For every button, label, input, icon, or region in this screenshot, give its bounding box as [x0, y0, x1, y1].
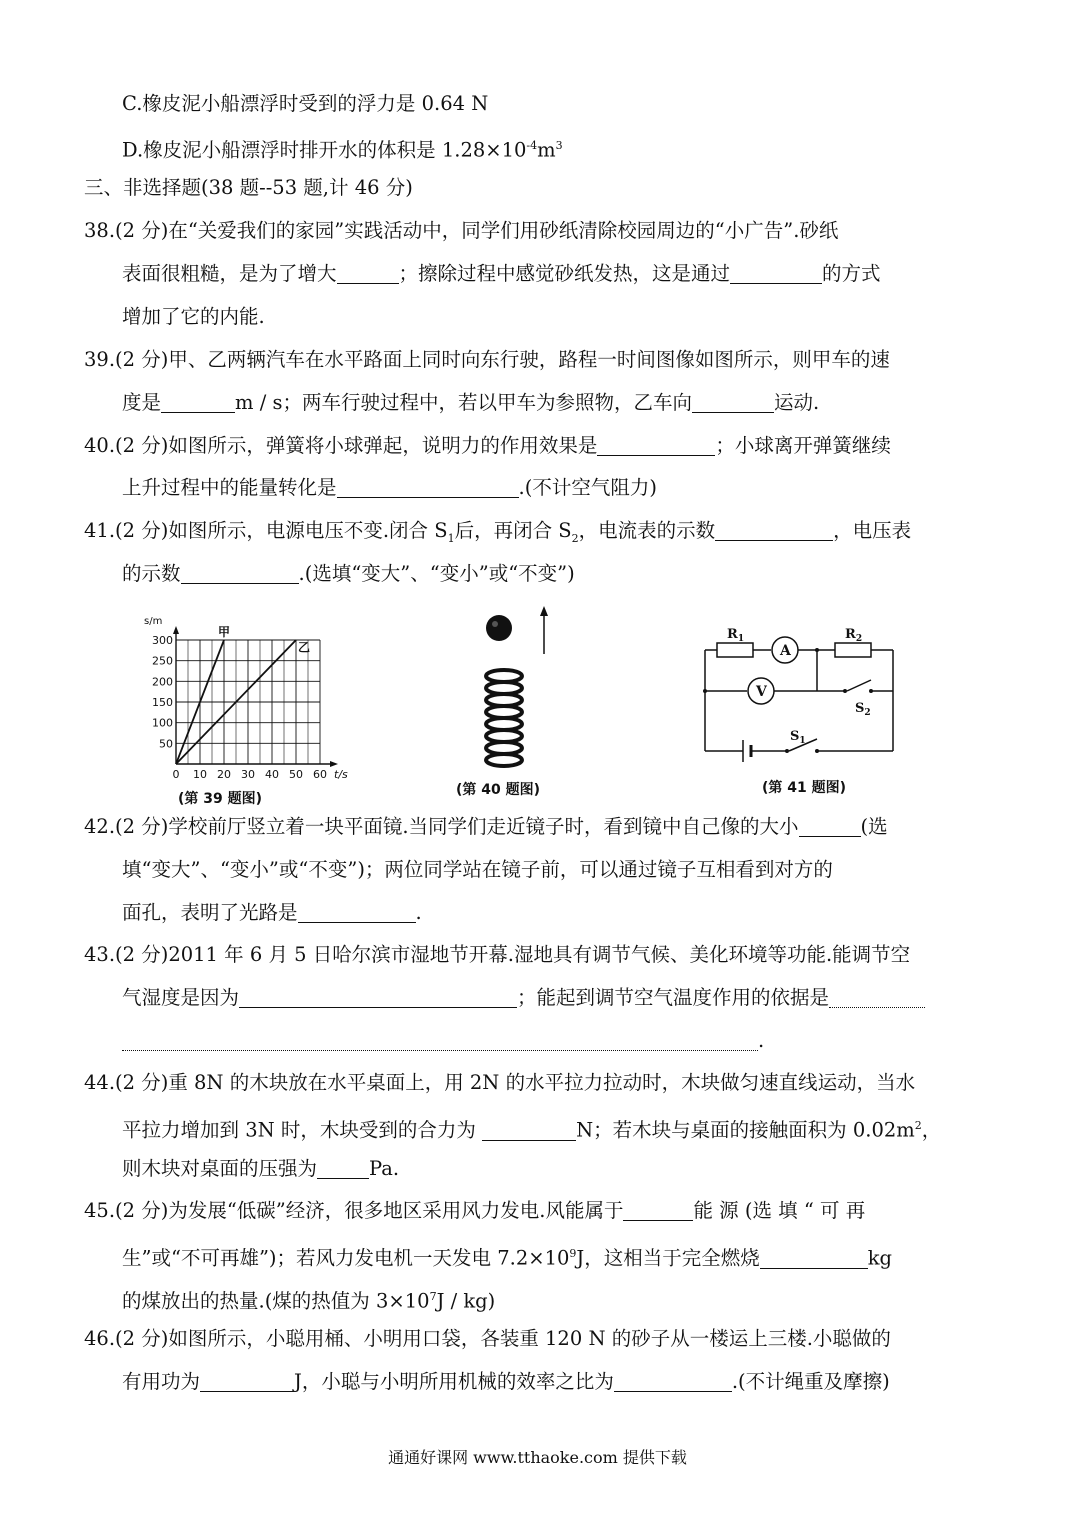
label-s2: $S_2$	[855, 701, 871, 718]
resistor-r2-icon	[835, 643, 871, 657]
x-tick-label: 60	[313, 768, 327, 781]
fig41-caption: (第 41 题图)	[762, 780, 847, 796]
q44-line3: 则木块对桌面的压强为 Pa.	[122, 1157, 400, 1180]
q42-blank-1[interactable]	[799, 816, 861, 837]
x-tick-label: 20	[217, 768, 231, 781]
footer: 通通好课网 www.tthaoke.com 提供下载	[388, 1448, 687, 1467]
q42-line2: 填“变大”、“变小”或“不变”)；两位同学站在镜子前，可以通过镜子互相看到对方的	[122, 858, 833, 881]
x-tick-label: 30	[241, 768, 255, 781]
q38-blank-2[interactable]	[730, 263, 822, 284]
q43-line1: 43.(2 分)2011 年 6 月 5 日哈尔滨市湿地节开幕.湿地具有调节气候、美化环境等功能.能调节空	[84, 943, 911, 966]
q45-line2: 生”或“不可再雄”)；若风力发电机一天发电 $7.2\times 10^9J$，这相当于完全燃烧 kg	[122, 1246, 893, 1270]
q46-line1: 46.(2 分)如图所示，小聪用桶、小明用口袋，各装重 120 N 的砂子从一楼运上三楼.小聪做的	[84, 1327, 891, 1350]
q45-blank-1[interactable]	[623, 1200, 693, 1221]
x-axis-arrow-icon	[330, 761, 338, 767]
q45-blank-2[interactable]	[760, 1248, 868, 1269]
q43-line2: 气湿度是因为 ；能起到调节空气温度作用的依据是	[122, 984, 925, 1012]
y-tick-label: 50	[159, 737, 173, 751]
q44-blank-2[interactable]	[317, 1158, 369, 1179]
label-jia: 甲	[218, 625, 231, 639]
q39-line1: 39.(2 分)甲、乙两辆汽车在水平路面上同时向东行驶，路程一时间图像如图所示，则甲车的速	[84, 348, 890, 371]
q38-line3: 增加了它的内能.	[122, 305, 265, 328]
option-c: C.橡皮泥小船漂浮时受到的浮力是 0.64 N	[122, 92, 489, 115]
label-s1: $S_1$	[790, 729, 806, 746]
spring-icon	[486, 670, 522, 766]
q44-line2: 平拉力增加到 3N 时，木块受到的合力为 N；若木块与桌面的接触面积为 $0.02m^2$，	[122, 1118, 942, 1142]
fig39-caption: (第 39 题图)	[178, 791, 263, 807]
fig40-caption: (第 40 题图)	[456, 782, 541, 798]
q46-line2: 有用功为 J，小聪与小明所用机械的效率之比为 .(不计绳重及摩擦)	[122, 1370, 890, 1393]
q39-blank-2[interactable]	[692, 392, 774, 413]
q39-line2: 度是 m / s；两车行驶过程中，若以甲车为参照物，乙车向 运动.	[122, 391, 820, 414]
q40-line2: 上升过程中的能量转化是 .(不计空气阻力)	[122, 476, 657, 499]
q41-line1: 41.(2 分)如图所示，电源电压不变.闭合 $S_1$后，再闭合 $S_2$，电流表的示数 ，电压表	[84, 519, 912, 545]
x-tick-label: 50	[289, 768, 303, 781]
x-tick-label: 10	[193, 768, 207, 781]
y-tick-label: 300	[152, 634, 173, 647]
label-yi: 乙	[298, 640, 311, 655]
q42-line1: 42.(2 分)学校前厅竖立着一块平面镜.当同学们走近镜子时，看到镜中自己像的大小 (选	[84, 815, 888, 838]
q40-line1: 40.(2 分)如图所示，弹簧将小球弹起，说明力的作用效果是 ；小球离开弹簧继续	[84, 434, 891, 457]
q42-blank-2[interactable]	[298, 902, 416, 923]
label-r2: $R_2$	[845, 627, 863, 644]
q44-line1: 44.(2 分)重 8N 的木块放在水平桌面上，用 2N 的水平拉力拉动时，木块做匀速直线运动，当水	[84, 1071, 916, 1094]
q39-blank-1[interactable]	[161, 392, 235, 413]
q45-line3: 的煤放出的热量.(煤的热值为 $3\times 10^7J / kg$)	[122, 1289, 496, 1313]
option-d: D.橡皮泥小船漂浮时排开水的体积是 $1.28\times 10^{-4}m^3$	[122, 138, 563, 162]
q38-line2: 表面很粗糙，是为了增大 ；擦除过程中感觉砂纸发热，这是通过 的方式	[122, 262, 881, 285]
q40-blank-2[interactable]	[337, 477, 519, 498]
label-voltmeter: V	[756, 684, 767, 700]
y-tick-label: 200	[152, 675, 173, 689]
q44-blank-1[interactable]	[482, 1120, 576, 1141]
q41-line2: 的示数 .(选填“变大”、“变小”或“不变”)	[122, 562, 575, 585]
q46-blank-2[interactable]	[614, 1371, 732, 1392]
label-r1: $R_1$	[727, 627, 745, 644]
q42-line3: 面孔，表明了光路是 .	[122, 901, 422, 924]
section-3-heading: 三、非选择题(38 题--53 题,计 46 分)	[84, 176, 413, 199]
x-tick-label: 40	[265, 768, 279, 781]
q43-blank-2a[interactable]	[829, 987, 925, 1008]
resistor-r1-icon	[717, 643, 753, 657]
y-axis-arrow-icon	[173, 626, 179, 634]
ball-icon	[486, 615, 512, 641]
q38-blank-1[interactable]	[337, 263, 399, 284]
q43-line3: .	[122, 1027, 764, 1055]
y-tick-label: 100	[152, 716, 173, 730]
q43-blank-2b[interactable]	[122, 1030, 758, 1051]
q41-blank-1[interactable]	[715, 520, 833, 541]
fig41-circuit	[695, 618, 905, 778]
y-tick-label: 150	[152, 696, 173, 709]
y-tick-label: 250	[152, 654, 173, 668]
q45-line1: 45.(2 分)为发展“低碳”经济，很多地区采用风力发电.风能属于 能 源 (选 填 “ 可 再	[84, 1199, 866, 1222]
fig40-spring-ball	[470, 604, 560, 776]
label-ammeter: A	[780, 643, 791, 659]
q41-blank-2[interactable]	[181, 563, 299, 584]
y-axis-label: s/m	[144, 616, 163, 627]
x-axis-label: t/s	[334, 768, 348, 781]
q46-blank-1[interactable]	[200, 1371, 294, 1392]
q40-blank-1[interactable]	[597, 435, 715, 456]
q38-line1: 38.(2 分)在“关爱我们的家园”实践活动中，同学们用砂纸清除校园周边的“小广告”.砂纸	[84, 219, 839, 242]
fig39-graph	[140, 612, 348, 812]
switch-s2-icon	[847, 680, 871, 691]
q43-blank-1[interactable]	[239, 987, 517, 1008]
x-tick-label: 0	[172, 768, 180, 781]
